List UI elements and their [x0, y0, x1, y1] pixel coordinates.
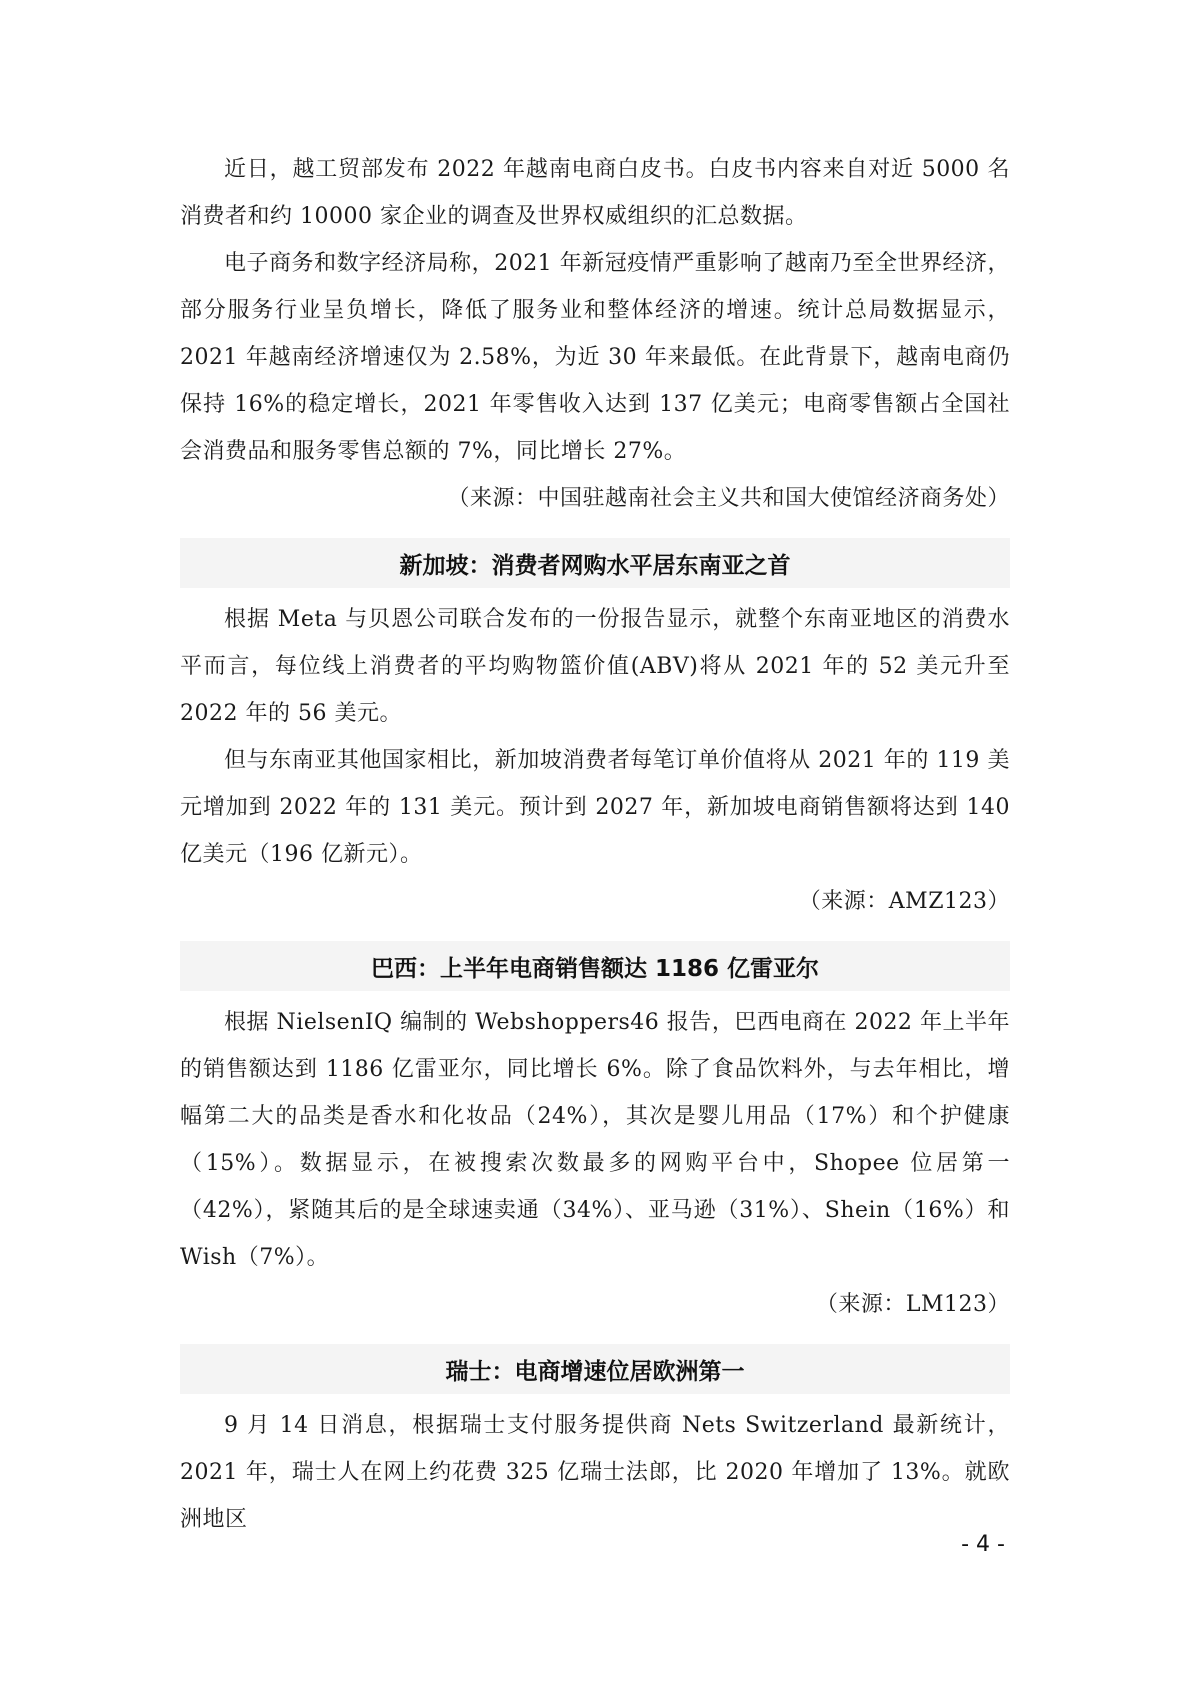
section-heading: 新加坡：消费者网购水平居东南亚之首	[399, 552, 791, 579]
paragraph: 根据 Meta 与贝恩公司联合发布的一份报告显示，就整个东南亚地区的消费水平而言，每位线上消费者的平均购物篮价值(ABV)将从 2021 年的 52 美元升至 2022 年的 56 美元。	[180, 607, 1010, 726]
section-singapore	[180, 538, 1010, 925]
paragraph: 但与东南亚其他国家相比，新加坡消费者每笔订单价值将从 2021 年的 119 美元增加到 2022 年的 131 美元。预计到 2027 年，新加坡电商销售额将达到 140 亿美元（196 亿新元）。	[180, 748, 1010, 867]
section-heading-bar	[180, 1344, 1010, 1394]
section-brazil	[180, 941, 1010, 1328]
section-heading-bar	[180, 941, 1010, 991]
section-heading: 巴西：上半年电商销售额达 1186 亿雷亚尔	[370, 955, 820, 982]
section-vietnam	[180, 146, 1010, 522]
page-number: - 4 -	[961, 1532, 1005, 1557]
section-switzerland	[180, 1344, 1010, 1543]
document-body	[180, 146, 1010, 1543]
source-citation: （来源：中国驻越南社会主义共和国大使馆经济商务处）	[447, 486, 1010, 511]
paragraph: 电子商务和数字经济局称，2021 年新冠疫情严重影响了越南乃至全世界经济，部分服务行业呈负增长，降低了服务业和整体经济的增速。统计总局数据显示，2021 年越南经济增速仅为 2.58%，为近 30 年来最低。在此背景下，越南电商仍保持 16%的稳定增长，2021 年零售收入达到 137 亿美元；电商零售额占全国社会消费品和服务零售总额的 7%，同比增长 27%。	[180, 251, 1010, 464]
paragraph: 9 月 14 日消息，根据瑞士支付服务提供商 Nets Switzerland 最新统计，2021 年，瑞士人在网上约花费 325 亿瑞士法郎，比 2020 年增加了 13%。就欧洲地区	[180, 1413, 1010, 1532]
section-heading: 瑞士：电商增速位居欧洲第一	[445, 1358, 745, 1385]
paragraph: 根据 NielsenIQ 编制的 Webshoppers46 报告，巴西电商在 2022 年上半年的销售额达到 1186 亿雷亚尔，同比增长 6%。除了食品饮料外，与去年相比，增幅第二大的品类是香水和化妆品（24%），其次是婴儿用品（17%）和个护健康（15%）。数据显示，在被搜索次数最多的网购平台中，Shopee 位居第一（42%），紧随其后的是全球速卖通（34%）、亚马逊（31%）、Shein（16%）和 Wish（7%）。	[180, 1010, 1010, 1270]
source-citation: （来源：AMZ123）	[798, 889, 1010, 914]
paragraph: 近日，越工贸部发布 2022 年越南电商白皮书。白皮书内容来自对近 5000 名消费者和约 10000 家企业的调查及世界权威组织的汇总数据。	[180, 157, 1010, 229]
section-heading-bar	[180, 538, 1010, 588]
source-citation: （来源：LM123）	[815, 1292, 1010, 1317]
